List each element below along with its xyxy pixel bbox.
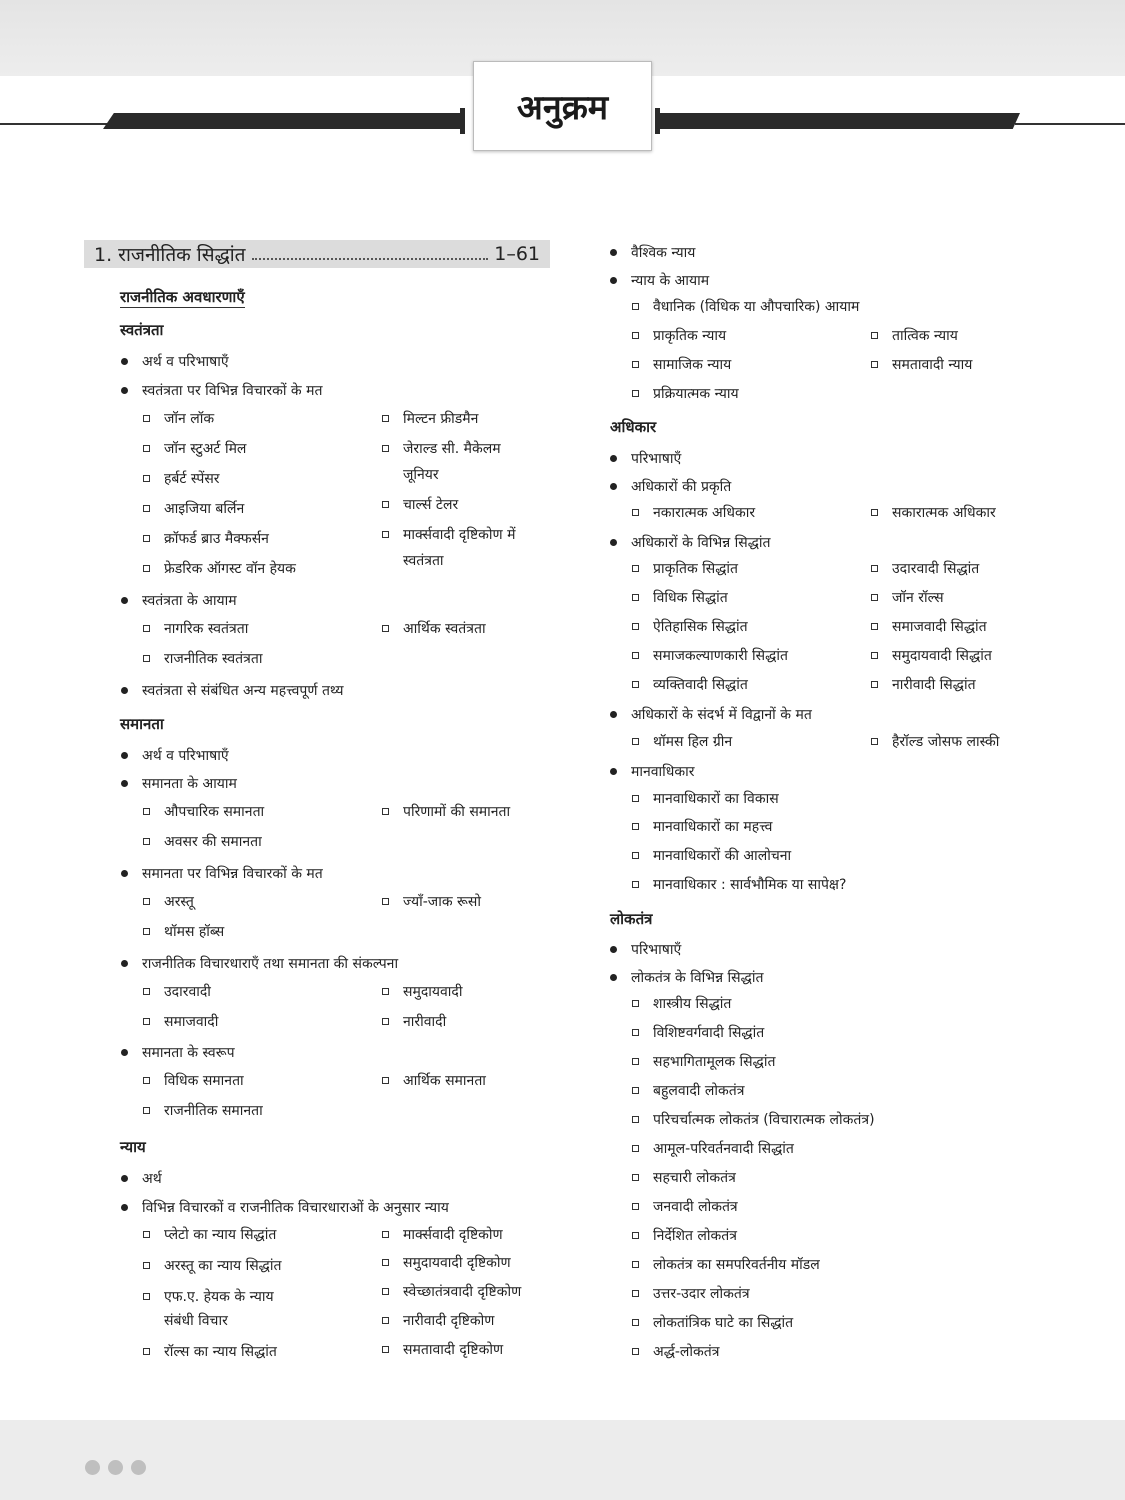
chapter-leader-dots [252, 258, 489, 260]
sub-item: उदारवादी [164, 979, 211, 1006]
chapter-title: 1. राजनीतिक सिद्धांत [94, 244, 246, 266]
sub-item: लोकतांत्रिक घाटे का सिद्धांत [653, 1310, 793, 1337]
sub-item: प्लेटो का न्याय सिद्धांत [164, 1222, 276, 1249]
list-item: परिभाषाएँ [631, 942, 682, 958]
sub-item: मार्क्सवादी दृष्टिकोण में [403, 522, 516, 549]
concepts-heading: राजनीतिक अवधारणाएँ [120, 288, 245, 306]
sub-item: राजनीतिक स्वतंत्रता [164, 646, 263, 673]
sub-item: जॉन रॉल्स [892, 585, 944, 612]
list-item: लोकतंत्र के विभिन्न सिद्धांत [631, 970, 764, 986]
list-item: स्वतंत्रता से संबंधित अन्य महत्त्वपूर्ण तथ्य [142, 683, 344, 699]
list-item: स्वतंत्रता के आयाम [142, 593, 237, 609]
sub-item: समुदायवादी सिद्धांत [892, 643, 992, 670]
sub-item: क्रॉफर्ड ब्राउ मैक्फर्सन [164, 526, 269, 553]
sub-item: जेराल्ड सी. मैकेलम [403, 436, 501, 463]
list-item: स्वतंत्रता पर विभिन्न विचारकों के मत [142, 383, 323, 399]
header-rule-left [0, 123, 110, 125]
sub-item: नारीवादी [403, 1009, 446, 1036]
page-title: अनुक्रम [516, 88, 609, 128]
header-rule-right [1015, 123, 1125, 125]
sub-item: मानवाधिकार : सार्वभौमिक या सापेक्ष? [653, 872, 846, 899]
sub-item: लोकतंत्र का समपरिवर्तनीय मॉडल [653, 1252, 820, 1279]
sub-item: थॉमस हिल ग्रीन [653, 729, 732, 756]
list-item: समानता के स्वरूप [142, 1045, 235, 1061]
sub-item: आर्थिक समानता [403, 1068, 486, 1095]
section-heading: अधिकार [610, 418, 657, 436]
list-item: अधिकारों की प्रकृति [631, 479, 732, 495]
list-item: अर्थ [142, 1171, 162, 1187]
sub-item: नारीवादी सिद्धांत [892, 672, 976, 699]
sub-item: स्वेच्छातंत्रवादी दृष्टिकोण [403, 1279, 521, 1306]
sub-item: रॉल्स का न्याय सिद्धांत [164, 1339, 277, 1366]
bottom-band [0, 1420, 1125, 1500]
sub-item: विशिष्टवर्गवादी सिद्धांत [653, 1020, 764, 1047]
chapter-pages: 1–61 [494, 243, 540, 265]
sub-item: समाजवादी सिद्धांत [892, 614, 987, 641]
section-heading: लोकतंत्र [610, 910, 653, 928]
sub-item: व्यक्तिवादी सिद्धांत [653, 672, 748, 699]
list-item: वैश्विक न्याय [631, 245, 696, 261]
sub-item: प्राकृतिक न्याय [653, 323, 726, 350]
sub-item: जनवादी लोकतंत्र [653, 1194, 738, 1221]
sub-item: विधिक समानता [164, 1068, 244, 1095]
sub-item: समतावादी न्याय [892, 352, 972, 379]
chapter-bar[interactable] [84, 240, 550, 268]
sub-item: सहभागितामूलक सिद्धांत [653, 1049, 775, 1076]
sub-item: अरस्तू [164, 889, 194, 916]
list-item: समानता के आयाम [142, 776, 237, 792]
sub-item: जॉन स्टुअर्ट मिल [164, 436, 246, 463]
list-item: परिभाषाएँ [631, 451, 682, 467]
header-bar-left [103, 113, 465, 129]
sub-item: ऐतिहासिक सिद्धांत [653, 614, 748, 641]
sub-item: उत्तर-उदार लोकतंत्र [653, 1281, 750, 1308]
sub-item: समाजकल्याणकारी सिद्धांत [653, 643, 788, 670]
sub-item: एफ.ए. हेयक के न्याय [164, 1284, 274, 1311]
list-item: अधिकारों के विभिन्न सिद्धांत [631, 535, 771, 551]
header-tab-left [460, 108, 465, 134]
sub-item-continuation: स्वतंत्रता [403, 553, 444, 569]
list-item: विभिन्न विचारकों व राजनीतिक विचारधाराओं के अनुसार न्याय [142, 1200, 449, 1216]
sub-item-continuation: जूनियर [403, 467, 439, 483]
sub-item: परिणामों की समानता [403, 799, 510, 826]
header-tab-right [655, 108, 660, 134]
sub-item: तात्विक न्याय [892, 323, 958, 350]
list-item: अर्थ व परिभाषाएँ [142, 748, 229, 764]
sub-item: परिचर्चात्मक लोकतंत्र (विचारात्मक लोकतंत्र) [653, 1107, 875, 1134]
sub-item: जॉन लॉक [164, 406, 214, 433]
sub-item: फ्रेडरिक ऑगस्ट वॉन हेयक [164, 556, 296, 583]
sub-item: निर्देशित लोकतंत्र [653, 1223, 737, 1250]
sub-item: शास्त्रीय सिद्धांत [653, 991, 731, 1018]
sub-item: नारीवादी दृष्टिकोण [403, 1308, 494, 1335]
sub-item: वैधानिक (विधिक या औपचारिक) आयाम [653, 294, 859, 321]
sub-item: हर्बर्ट स्पेंसर [164, 466, 220, 493]
sub-item: औपचारिक समानता [164, 799, 264, 826]
sub-item: उदारवादी सिद्धांत [892, 556, 979, 583]
sub-item: आर्थिक स्वतंत्रता [403, 616, 486, 643]
sub-item: ज्याँ-जाक रूसो [403, 889, 481, 916]
list-item: समानता पर विभिन्न विचारकों के मत [142, 866, 323, 882]
footer-dot-icon [85, 1460, 100, 1475]
sub-item: समुदायवादी दृष्टिकोण [403, 1250, 511, 1277]
sub-item: सकारात्मक अधिकार [892, 500, 996, 527]
list-item: मानवाधिकार [631, 764, 695, 780]
sub-item: मानवाधिकारों का विकास [653, 786, 779, 813]
sub-item: बहुलवादी लोकतंत्र [653, 1078, 744, 1105]
list-item: राजनीतिक विचारधाराएँ तथा समानता की संकल्पना [142, 956, 399, 972]
sub-item: प्रक्रियात्मक न्याय [653, 381, 739, 408]
section-heading: समानता [120, 715, 164, 733]
list-item: अधिकारों के संदर्भ में विद्वानों के मत [631, 707, 812, 723]
sub-item: चार्ल्स टेलर [403, 492, 458, 519]
sub-item: मानवाधिकारों की आलोचना [653, 843, 791, 870]
sub-item: सहचारी लोकतंत्र [653, 1165, 736, 1192]
footer-dot-icon [131, 1460, 146, 1475]
header-bar-right [658, 113, 1020, 129]
sub-item: प्राकृतिक सिद्धांत [653, 556, 738, 583]
sub-item: समुदायवादी [403, 979, 463, 1006]
sub-item: विधिक सिद्धांत [653, 585, 728, 612]
sub-item: मानवाधिकारों का महत्त्व [653, 814, 772, 841]
sub-item: हैरॉल्ड जोसफ लास्की [892, 729, 999, 756]
sub-item: थॉमस हॉब्स [164, 919, 224, 946]
section-heading: न्याय [120, 1138, 146, 1156]
sub-item: समतावादी दृष्टिकोण [403, 1337, 503, 1364]
sub-item: अर्द्ध-लोकतंत्र [653, 1339, 720, 1366]
page-title-box [473, 61, 652, 151]
sub-item: राजनीतिक समानता [164, 1098, 263, 1125]
sub-item: आइजिया बर्लिन [164, 496, 244, 523]
sub-item: मार्क्सवादी दृष्टिकोण [403, 1222, 503, 1249]
sub-item: अरस्तू का न्याय सिद्धांत [164, 1253, 281, 1280]
sub-item: नकारात्मक अधिकार [653, 500, 755, 527]
list-item: न्याय के आयाम [631, 273, 710, 289]
sub-item: समाजवादी [164, 1009, 218, 1036]
sub-item: नागरिक स्वतंत्रता [164, 616, 248, 643]
section-heading: स्वतंत्रता [120, 321, 164, 339]
footer-dot-icon [108, 1460, 123, 1475]
sub-item: मिल्टन फ्रीडमैन [403, 406, 478, 433]
sub-item: आमूल-परिवर्तनवादी सिद्धांत [653, 1136, 794, 1163]
sub-item: अवसर की समानता [164, 829, 262, 856]
sub-item-continuation: संबंधी विचार [164, 1313, 228, 1329]
list-item: अर्थ व परिभाषाएँ [142, 354, 229, 370]
sub-item: सामाजिक न्याय [653, 352, 731, 379]
